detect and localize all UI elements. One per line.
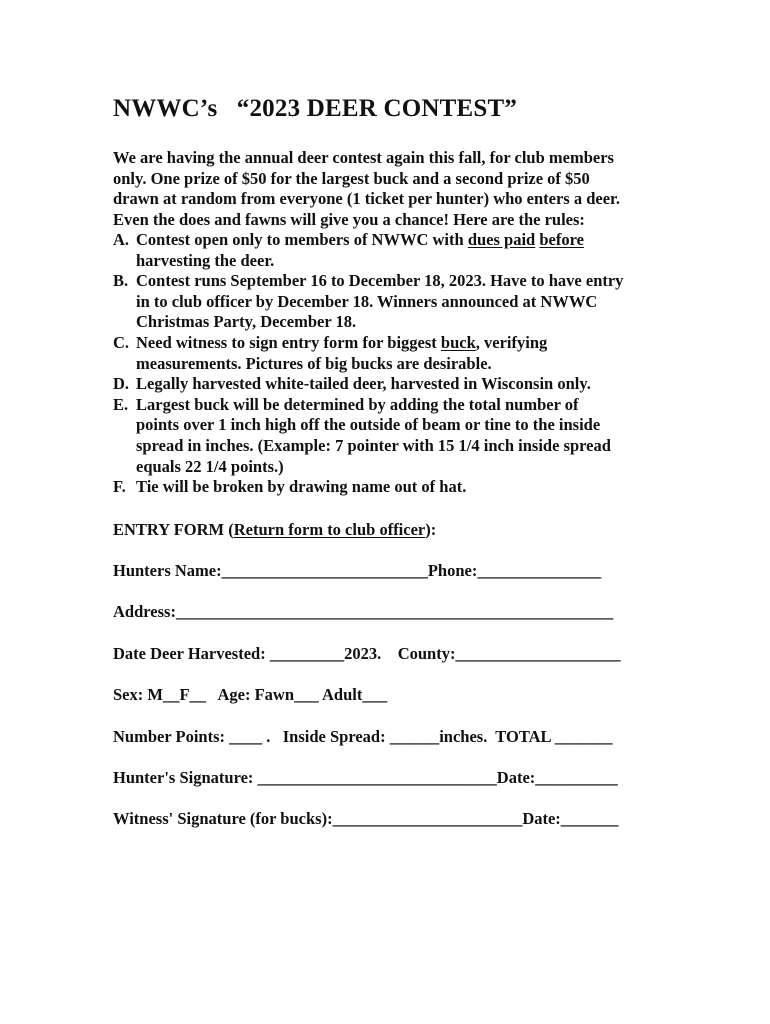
intro-paragraph <box>113 148 673 230</box>
points-spread-field[interactable]: Number Points: ____ . Inside Spread: ______inches. TOTAL _______ <box>113 727 613 746</box>
witness-signature-field[interactable]: Witness' Signature (for bucks):_______________________Date:_______ <box>113 809 619 828</box>
rule-text: Christmas Party, December 18. <box>136 312 357 332</box>
sex-age-field[interactable]: Sex: M__F__ Age: Fawn___ Adult___ <box>113 685 388 704</box>
rule-e <box>113 395 673 477</box>
rule-b <box>113 271 673 333</box>
rule-marker: E. <box>113 394 129 414</box>
rule-text: points over 1 inch high off the outside of beam or tine to the inside <box>136 415 601 435</box>
rules-list <box>113 230 673 498</box>
rule-text: in to club officer by December 18. Winners announced at NWWC <box>136 291 598 311</box>
rule-c <box>113 333 673 374</box>
intro-line: Even the does and fawns will give you a chance! Here are the rules: <box>113 209 585 229</box>
rule-marker: A. <box>113 230 130 249</box>
rule-text: , verifying <box>475 332 548 352</box>
underlined-text: buck <box>440 332 476 352</box>
entry-form-heading: ENTRY FORM (Return form to club officer): <box>113 520 437 539</box>
rule-text: Contest runs September 16 to December 18, 2023. Have to have entry <box>136 271 624 291</box>
date-county-field[interactable]: Date Deer Harvested: _________2023. County:____________________ <box>113 644 621 663</box>
hunters-name-phone-field[interactable]: Hunters Name:_________________________Phone:_______________ <box>113 561 602 580</box>
rule-marker: B. <box>113 271 129 291</box>
underlined-text: before <box>539 230 584 249</box>
rule-text: Legally harvested white-tailed deer, harvested in Wisconsin only. <box>136 374 591 394</box>
intro-line: only. One prize of $50 for the largest buck and a second prize of $50 <box>113 168 590 188</box>
rule-marker: C. <box>113 332 130 352</box>
rule-marker: F. <box>113 477 126 497</box>
rule-text: harvesting the deer. <box>136 250 275 270</box>
rule-a <box>113 230 673 271</box>
rule-text: equals 22 1/4 points.) <box>136 456 284 476</box>
rule-text: measurements. Pictures of big bucks are desirable. <box>136 353 492 373</box>
address-field[interactable]: Address:_____________________________________________________ <box>113 602 614 621</box>
underlined-text: dues paid <box>467 230 536 249</box>
rule-text: Tie will be broken by drawing name out of hat. <box>136 477 467 497</box>
intro-line: We are having the annual deer contest again this fall, for club members <box>113 148 614 167</box>
rule-text: spread in inches. (Example: 7 pointer with 15 1/4 inch inside spread <box>136 435 611 455</box>
rule-f <box>113 477 673 498</box>
rule-marker: D. <box>113 374 130 394</box>
underlined-text: Return form to club officer <box>233 520 426 539</box>
rule-d <box>113 374 673 395</box>
hunter-signature-field[interactable]: Hunter's Signature: _____________________________Date:__________ <box>113 768 618 787</box>
document-title: NWWC’s “2023 DEER CONTEST” <box>113 95 518 122</box>
rule-text: Contest open only to members of NWWC with <box>136 230 468 249</box>
rule-text: Largest buck will be determined by adding the total number of <box>136 394 579 414</box>
intro-line: drawn at random from everyone (1 ticket per hunter) who enters a deer. <box>113 189 620 209</box>
rule-text: Need witness to sign entry form for biggest <box>136 332 441 352</box>
